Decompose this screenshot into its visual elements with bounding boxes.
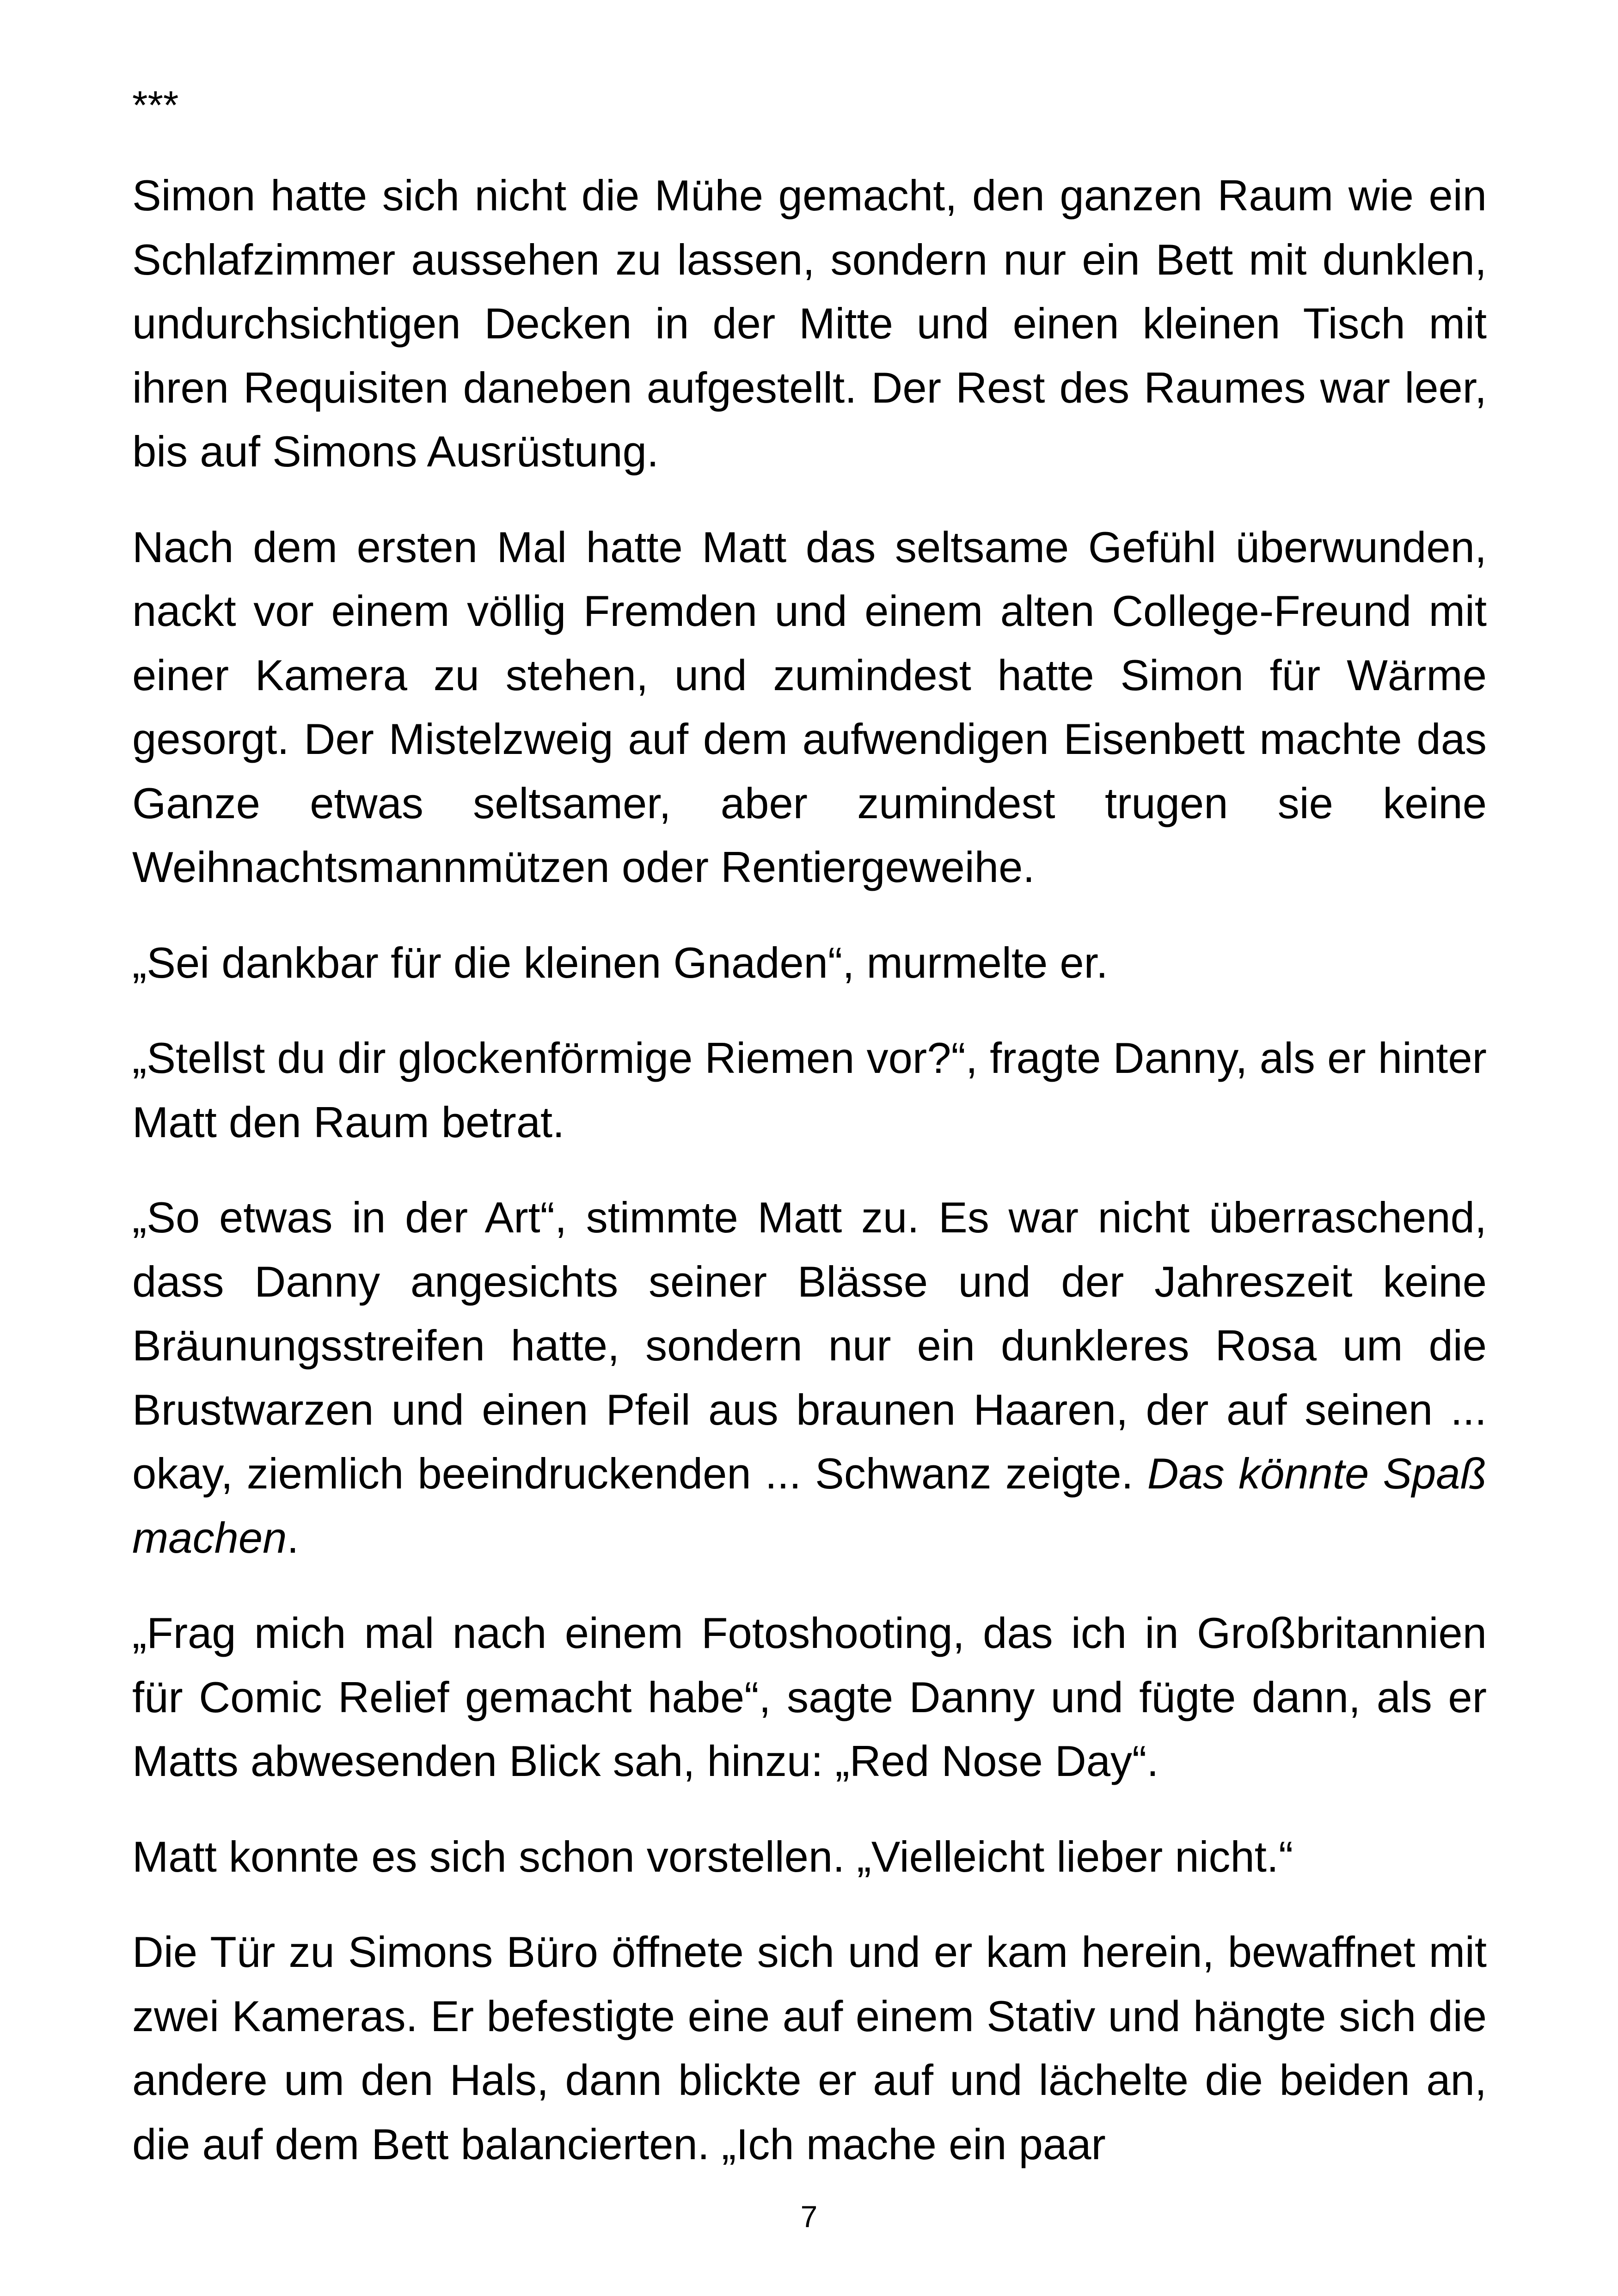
paragraph-2-text: Nach dem ersten Mal hatte Matt das seltsame Gefühl überwunden, nackt vor einem völlig Fremden und einem alten College-Freund mit einer Kamera zu stehen, und zumindest hatte Simon für Wärme gesorgt. Der Mistelzweig auf dem aufwendigen Eisenbett machte das Ganze etwas seltsamer, aber zumindest trugen sie keine Weihnachtsmannmützen oder Rentiergeweihe. [132,522,1487,891]
body-text [132,83,1487,2176]
paragraph-3-text: „Sei dankbar für die kleinen Gnaden“, murmelte er. [132,938,1108,987]
paragraph-3 [132,931,1487,995]
paragraph-8 [132,1920,1487,2176]
scene-break: *** [132,83,179,128]
paragraph-5-italic-text: Das könnte Spaß machen [132,1449,1487,1562]
paragraph-8-text: Die Tür zu Simons Büro öffnete sich und er kam herein, bewaffnet mit zwei Kameras. Er befestigte eine auf einem Stativ und hängte sich die andere um den Hals, dann blickte er auf und lächelte die beiden an, die auf dem Bett balancierten. „Ich mache ein paar [132,1928,1487,2168]
paragraph-5-after-text: . [287,1513,299,1562]
paragraph-7-text: Matt konnte es sich schon vorstellen. „Vielleicht lieber nicht.“ [132,1832,1293,1881]
paragraph-6 [132,1601,1487,1794]
page-number: 7 [800,2199,818,2234]
paragraph-1-text: Simon hatte sich nicht die Mühe gemacht, den ganzen Raum wie ein Schlafzimmer aussehen zu lassen, sondern nur ein Bett mit dunklen, undurchsichtigen Decken in der Mitte und einen kleinen Tisch mit ihren Requisiten daneben aufgestellt. Der Rest des Raumes war leer, bis auf Simons Ausrüstung. [132,171,1487,476]
paragraph-5 [132,1186,1487,1570]
paragraph-7 [132,1825,1487,1889]
paragraph-5-text: „So etwas in der Art“, stimmte Matt zu. Es war nicht überraschend, dass Danny angesichts seiner Blässe und der Jahreszeit keine Bräunungsstreifen hatte, sondern nur ein dunkleres Rosa um die Brustwarzen und einen Pfeil aus braunen Haaren, der auf seinen ... okay, ziemlich beeindruckenden ... Schwanz zeigte. [132,1193,1487,1498]
paragraph-4 [132,1026,1487,1154]
paragraph-6-text: „Frag mich mal nach einem Fotoshooting, das ich in Großbritannien für Comic Relief gemacht habe“, sagte Danny und fügte dann, als er Matts abwesenden Blick sah, hinzu: „Red Nose Day“. [132,1609,1487,1785]
paragraph-4-text: „Stellst du dir glockenförmige Riemen vor?“, fragte Danny, als er hinter Matt den Raum betrat. [132,1034,1487,1146]
paragraph-1 [132,164,1487,484]
paragraph-2 [132,515,1487,900]
